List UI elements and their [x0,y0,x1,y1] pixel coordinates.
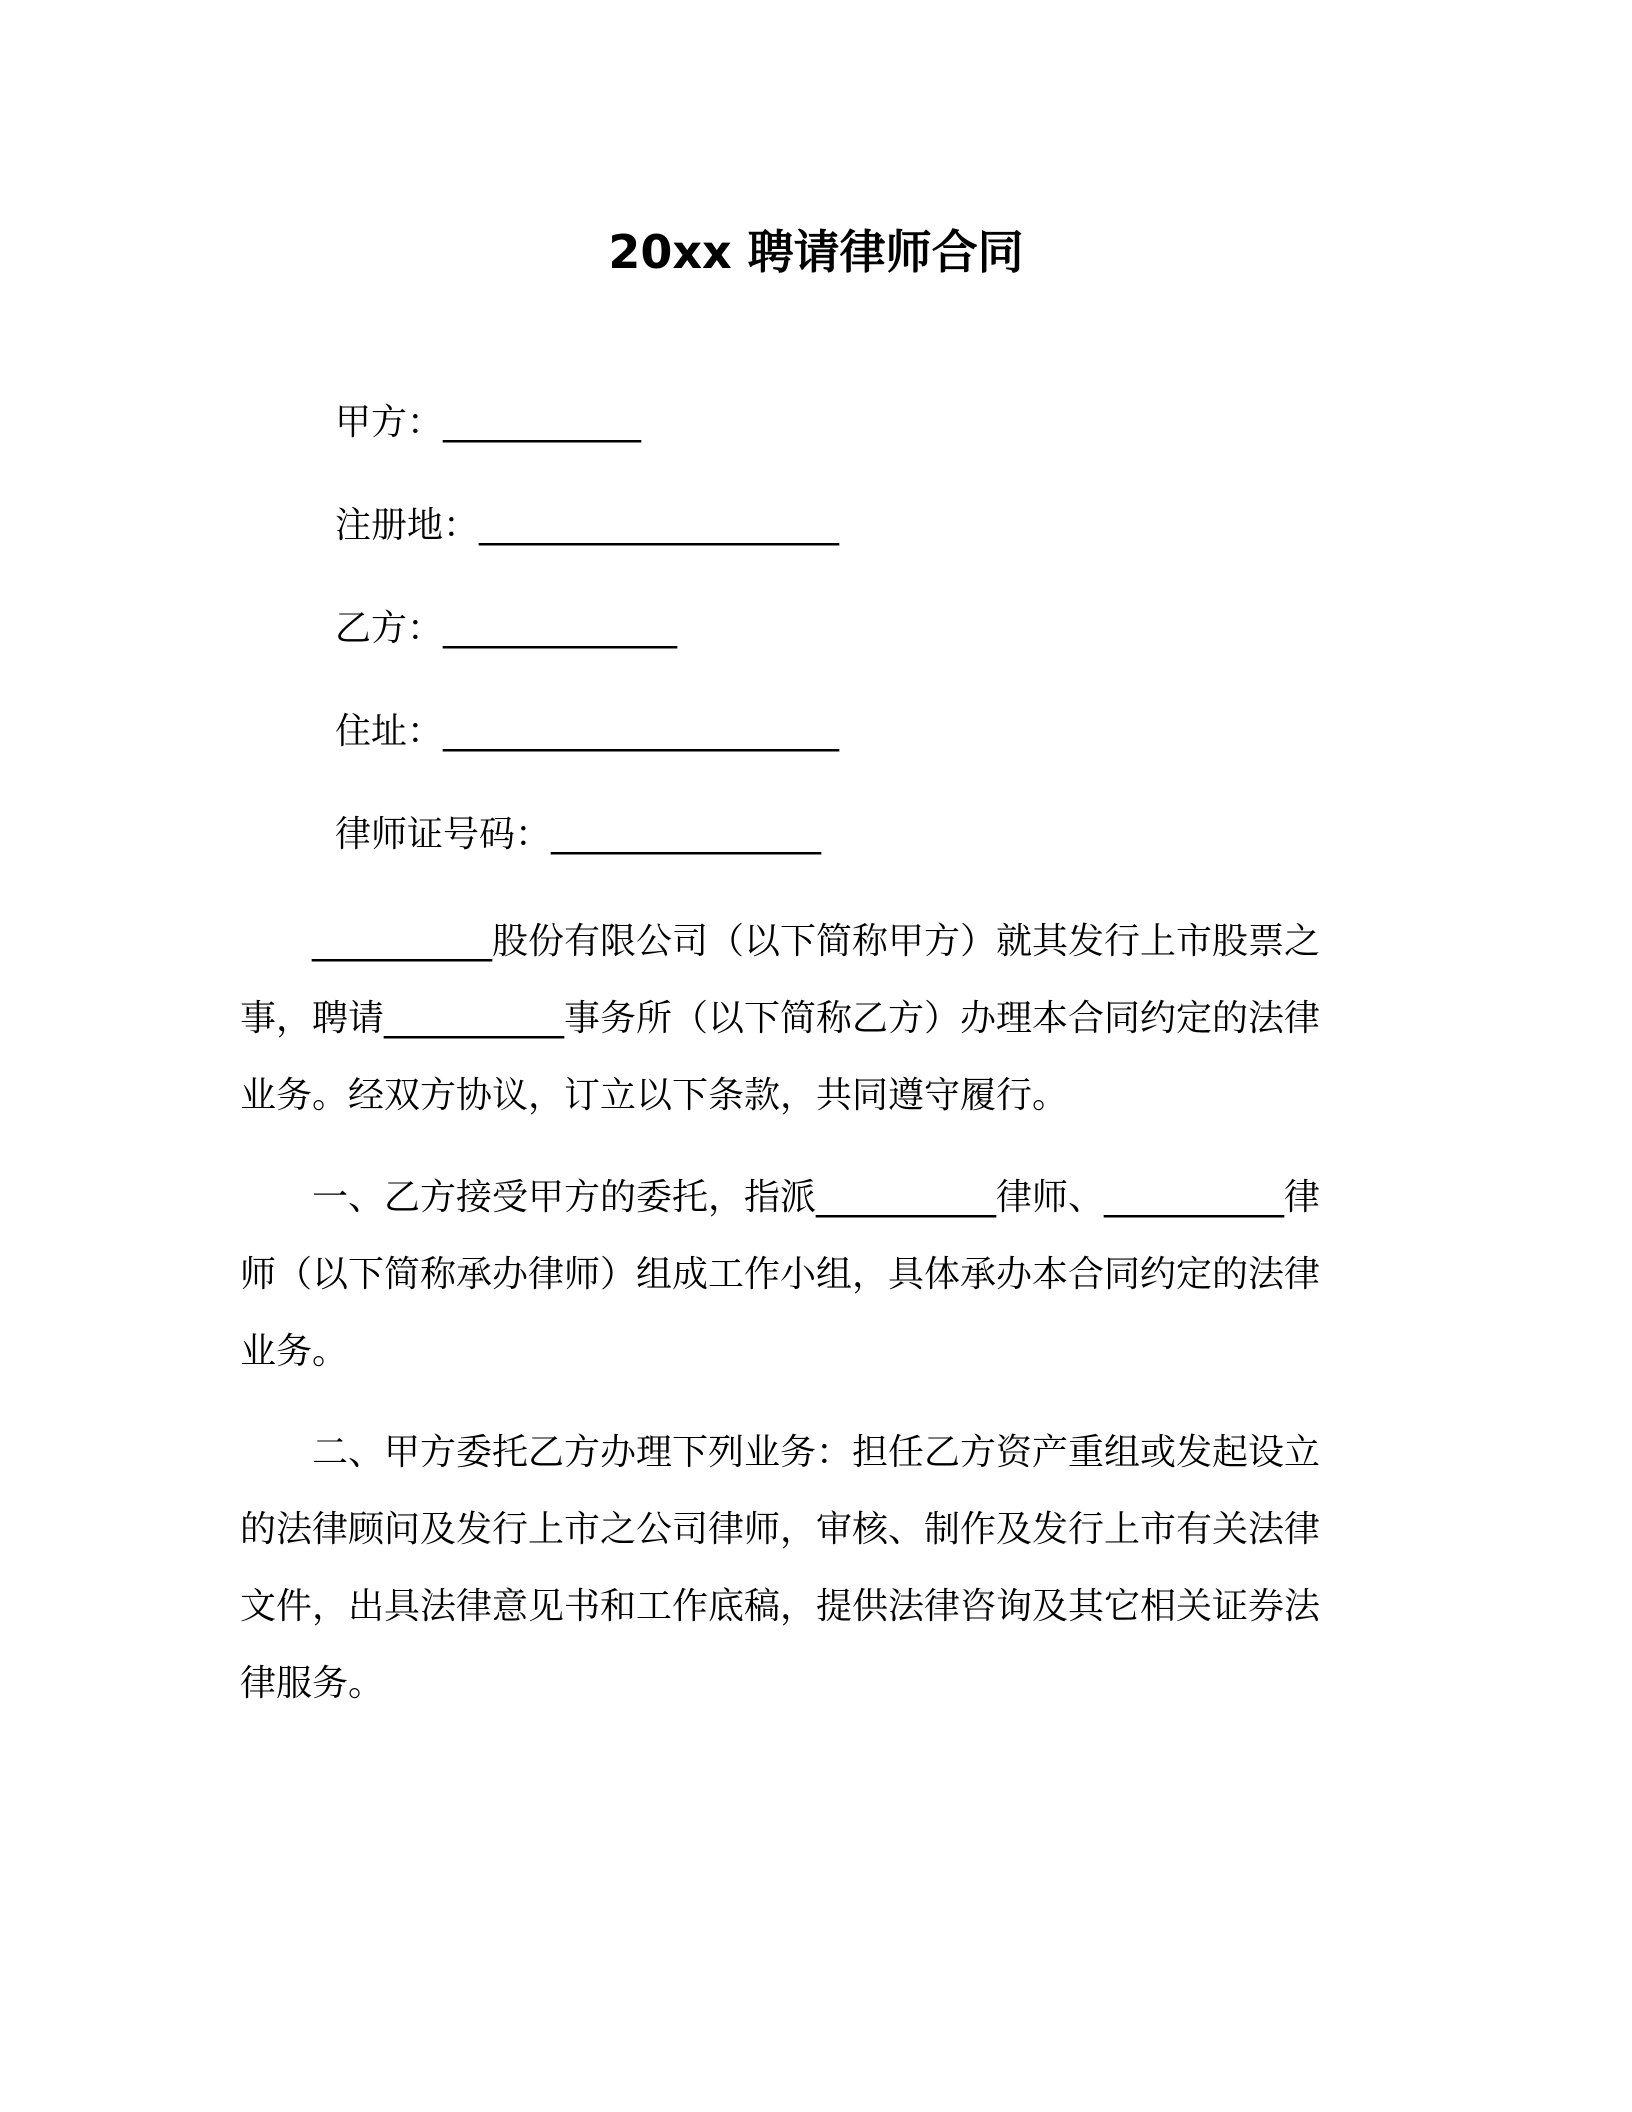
lawyer-license-field [335,810,821,860]
clause-two-paragraph: 二、甲方委托乙方办理下列业务：担任乙方资产重组或发起设立 的法律顾问及发行上市之公司律师，审核、制作及发行上市有关法律 文件，出具法律意见书和工作底稿，提供法律咨询及其它相关证券法 律服务。 [240,1432,1321,1704]
party-a-blank: ___________ [443,402,642,443]
address-label: 住址： [335,711,444,752]
party-b-field [335,604,677,654]
registered-address-field [335,501,839,551]
party-b-blank: _____________ [443,608,678,649]
party-b-label: 乙方： [335,608,444,649]
party-a-field [335,398,641,448]
lawyer-license-blank: _______________ [551,814,822,855]
intro-paragraph: __________股份有限公司（以下简称甲方）就其发行上市股票之 事，聘请__________事务所（以下简称乙方）办理本合同约定的法律 业务。经双方协议，订立以下条款，共同遵守履行。 [240,921,1321,1116]
registered-address-blank: ____________________ [479,505,840,546]
address-blank: ______________________ [443,711,840,752]
lawyer-license-label: 律师证号码： [335,814,552,855]
party-a-label: 甲方： [335,402,444,443]
registered-address-label: 注册地： [335,505,480,546]
document-title: 20xx 聘请律师合同 [608,225,1024,279]
clause-one-paragraph: 一、乙方接受甲方的委托，指派__________律师、__________律 师（以下简称承办律师）组成工作小组，具体承办本合同约定的法律 业务。 [240,1177,1321,1372]
address-field [335,707,839,757]
